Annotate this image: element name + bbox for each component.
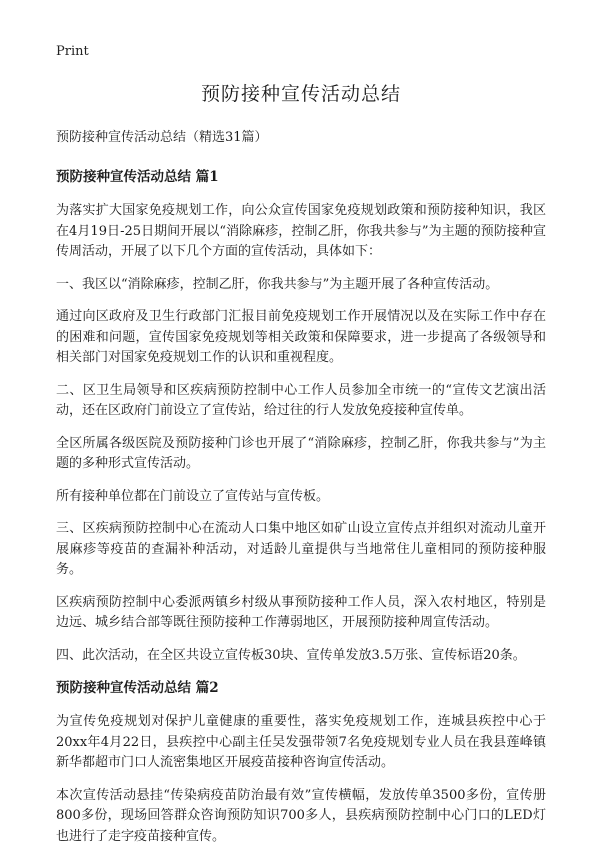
paragraph: 本次宣传活动悬挂“传染病疫苗防治最有效”宣传横幅，发放传单3500多份，宣传册800多份，现场回答群众咨询预防知识700多人，县疾病预防控制中心门口的LED灯也进行了走字疫苗接种宣传。 bbox=[56, 786, 546, 847]
section-2 bbox=[56, 678, 546, 847]
document-subtitle: 预防接种宣传活动总结（精选31篇） bbox=[56, 128, 546, 148]
paragraph: 全区所属各级医院及预防接种门诊也开展了“消除麻疹，控制乙肝，你我共参与”为主题的多种形式宣传活动。 bbox=[56, 434, 546, 475]
section-1 bbox=[56, 167, 546, 666]
paragraph: 四、此次活动，在全区共设立宣传板30块、宣传单发放3.5万张、宣传标语20条。 bbox=[56, 646, 546, 667]
section-heading: 预防接种宣传活动总结 篇2 bbox=[56, 678, 546, 698]
paragraph: 三、区疾病预防控制中心在流动人口集中地区如矿山设立宣传点并组织对流动儿童开展麻疹等疫苗的查漏补种活动，对适龄儿童提供与当地常住儿童相同的预防接种服务。 bbox=[56, 519, 546, 581]
paragraph: 通过向区政府及卫生行政部门汇报目前免疫规划工作开展情况以及在实际工作中存在的困难和问题，宣传国家免疫规划等相关政策和保障要求，进一步提高了各级领导和相关部门对国家免疫规划工作的认识和重视程度。 bbox=[56, 307, 546, 369]
paragraph: 一、我区以“消除麻疹，控制乙肝，你我共参与”为主题开展了各种宣传活动。 bbox=[56, 275, 546, 296]
paragraph: 为宣传免疫规划对保护儿童健康的重要性，落实免疫规划工作，连城县疾控中心于20xx年4月22日，县疾控中心副主任吴发强带领7名免疫规划专业人员在我县莲峰镇新华都超市门口人流密集地区开展疫苗接种咨询宣传活动。 bbox=[56, 712, 546, 774]
paragraph: 为落实扩大国家免疫规划工作，向公众宣传国家免疫规划政策和预防接种知识，我区在4月19日-25日期间开展以“消除麻疹，控制乙肝，你我共参与”为主题的预防接种宣传周活动，开展了以下几个方面的宣传活动，具体如下： bbox=[56, 201, 546, 263]
paragraph: 区疾病预防控制中心委派两镇乡村级从事预防接种工作人员，深入农村地区，特别是边远、城乡结合部等既往预防接种工作薄弱地区，开展预防接种周宣传活动。 bbox=[56, 593, 546, 634]
print-link[interactable]: Print bbox=[56, 44, 546, 59]
paragraph: 所有接种单位都在门前设立了宣传站与宣传板。 bbox=[56, 487, 546, 508]
paragraph: 二、区卫生局领导和区疾病预防控制中心工作人员参加全市统一的“宣传文艺演出活动，还在区政府门前设立了宣传站，给过往的行人发放免疫接种宣传单。 bbox=[56, 381, 546, 422]
section-heading: 预防接种宣传活动总结 篇1 bbox=[56, 167, 546, 187]
document-title: 预防接种宣传活动总结 bbox=[56, 79, 546, 106]
